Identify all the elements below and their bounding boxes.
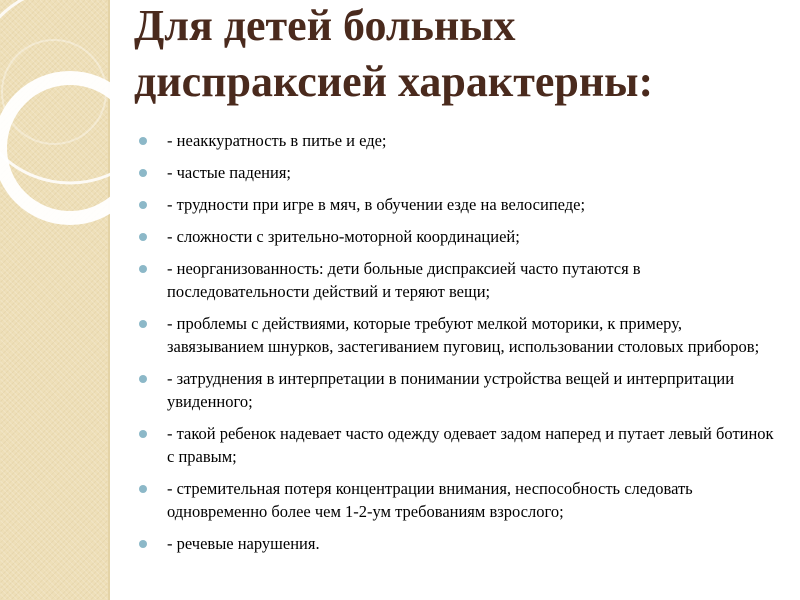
list-item — [139, 312, 779, 358]
list-item — [139, 193, 779, 216]
side-panel-edge — [108, 0, 110, 600]
bullet-dot-icon — [139, 233, 147, 241]
list-item — [139, 129, 779, 152]
list-item-text: - частые падения; — [167, 163, 292, 182]
symptom-list — [139, 129, 779, 564]
list-item — [139, 532, 779, 555]
list-item-text: - трудности при игре в мяч, в обучении езде на велосипеде; — [167, 195, 586, 214]
slide-title-line-2: диспраксией характерны: — [134, 57, 654, 106]
bullet-dot-icon — [139, 169, 147, 177]
bullet-dot-icon — [139, 320, 147, 328]
list-item-text: - такой ребенок надевает часто одежду одевает задом наперед и путает левый ботинок с правым; — [167, 424, 774, 466]
list-item-text: - неорганизованность: дети больные диспраксией часто путаются в последовательности действий и теряют вещи; — [167, 259, 641, 301]
decorative-side-panel — [0, 0, 108, 600]
list-item-text: - стремительная потеря концентрации внимания, неспособность следовать одновременно более чем 1-2-ум требованиям взрослого; — [167, 479, 693, 521]
list-item — [139, 477, 779, 523]
list-item-text: - речевые нарушения. — [167, 534, 320, 553]
slide-title — [134, 0, 774, 110]
bullet-dot-icon — [139, 265, 147, 273]
list-item-text: - неаккуратность в питье и еде; — [167, 131, 387, 150]
bullet-dot-icon — [139, 375, 147, 383]
list-item-text: - проблемы с действиями, которые требуют мелкой моторики, к примеру, завязыванием шнурков, застегиванием пуговиц, использовании столовых приборов; — [167, 314, 760, 356]
list-item — [139, 422, 779, 468]
bullet-dot-icon — [139, 137, 147, 145]
list-item — [139, 257, 779, 303]
slide-title-line-1: Для детей больных — [134, 1, 516, 50]
list-item — [139, 225, 779, 248]
bullet-dot-icon — [139, 201, 147, 209]
bullet-dot-icon — [139, 430, 147, 438]
list-item — [139, 367, 779, 413]
list-item-text: - сложности с зрительно-моторной координацией; — [167, 227, 520, 246]
bullet-dot-icon — [139, 485, 147, 493]
bullet-dot-icon — [139, 540, 147, 548]
list-item-text: - затруднения в интерпретации в понимании устройства вещей и интерпритации увиденного; — [167, 369, 735, 411]
list-item — [139, 161, 779, 184]
